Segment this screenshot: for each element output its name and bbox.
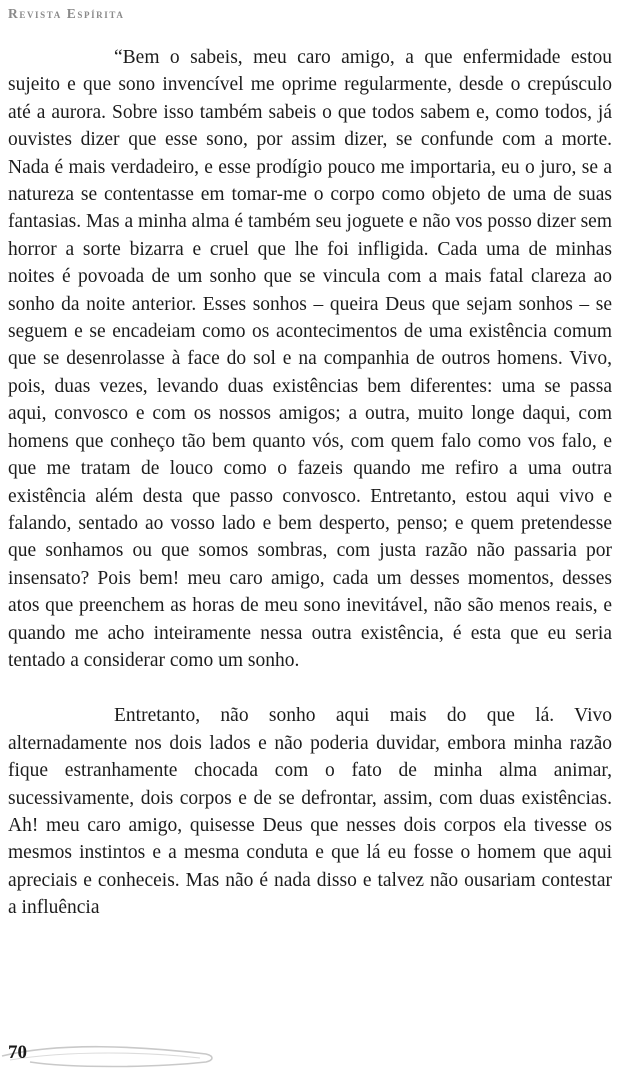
running-head: Revista Espírita xyxy=(8,6,125,21)
body-text xyxy=(8,44,612,922)
footer-swoosh-ornament xyxy=(0,1032,240,1072)
paragraph: Entretanto, não sonho aqui mais do que lá. Vivo alternadamente nos dois lados e não poderia duvidar, embora minha razão fique estranhamente chocada com o fato de minha alma animar, sucessivamente, dois corpos e de se defrontar, assim, com duas existências. Ah! meu caro amigo, quisesse Deus que nesses dois corpos ela tivesse os mesmos instintos e a mesma conduta e que lá eu fosse o homem que aqui apreciais e conheceis. Mas não é nada disso e talvez não ousariam contestar a influência xyxy=(8,705,612,919)
paragraph: “Bem o sabeis, meu caro amigo, a que enfermidade estou sujeito e que sono invencível me oprime regularmente, desde o crepúsculo até a aurora. Sobre isso também sabeis o que todos sabem e, como todos, já ouvistes dizer que esse sono, por assim dizer, se confunde com a morte. Nada é mais verdadeiro, e esse prodígio pouco me importaria, eu o juro, se a natureza se contentasse em tomar-me o corpo como objeto de uma de suas fantasias. Mas a minha alma é também seu joguete e não vos posso dizer sem horror a sorte bizarra e cruel que lhe foi infligida. Cada uma de minhas noites é povoada de um sonho que se vincula com a mais fatal clareza ao sonho da noite anterior. Esses sonhos – queira Deus que sejam sonhos – se seguem e se encadeiam como os acontecimentos de uma existência comum que se desenrolasse à face do sol e na companhia de outros homens. Vivo, pois, duas vezes, levando duas existências bem diferentes: uma se passa aqui, convosco e com os nossos amigos; a outra, muito longe daqui, com homens que conheço tão bem quanto vós, com quem falo como vos falo, e que me tratam de louco como o fazeis quando me refiro a uma outra existência além desta que passo convosco. Entretanto, estou aqui vivo e falando, sentado ao vosso lado e bem desperto, penso; e quem pretendesse que sonhamos ou que somos sombras, com justa razão não passaria por insensato? Pois bem! meu caro amigo, cada um desses momentos, desses atos que preenchem as horas de meu sono inevitável, não são menos reais, e quando me acho inteiramente nessa outra existência, é esta que eu seria tentado a considerar como um sonho. xyxy=(8,47,612,671)
page-number: 70 xyxy=(8,1042,27,1063)
